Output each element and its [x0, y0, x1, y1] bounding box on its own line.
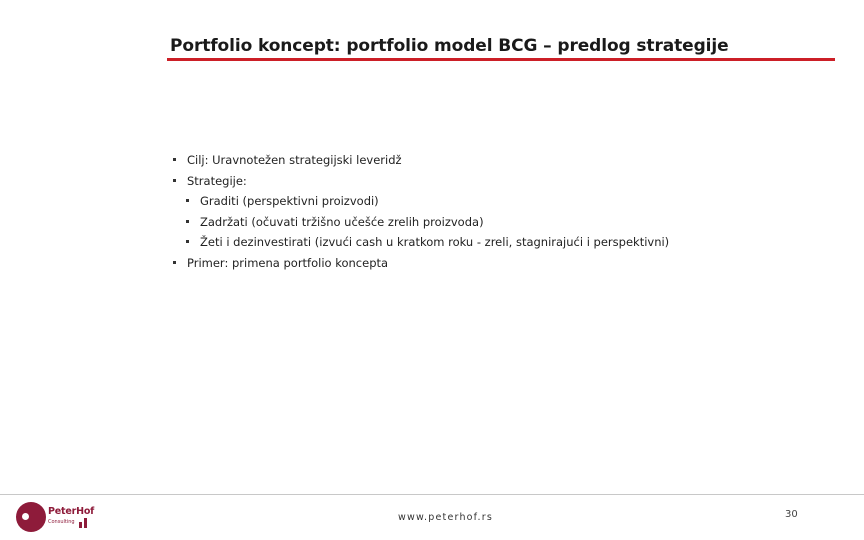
page-number: 30 [785, 509, 798, 520]
title-underline [167, 58, 835, 61]
bullet-marker [186, 240, 189, 243]
sub-bullet-item [172, 234, 832, 255]
bullet-list [172, 152, 832, 275]
bullet-text: Primer: primena portfolio koncepta [187, 255, 389, 270]
footer-url: www.peterhof.rs [398, 512, 494, 523]
logo-circle-icon [16, 502, 46, 532]
logo-dot-icon [22, 513, 29, 520]
bullet-marker [173, 179, 176, 182]
logo-tagline: Consulting [48, 519, 75, 525]
footer-divider [0, 494, 864, 495]
sub-bullet-item [172, 214, 832, 235]
bullet-item [172, 173, 832, 194]
slide-title: Portfolio koncept: portfolio model BCG – predlog strategije [170, 36, 729, 56]
logo-name: PeterHof [48, 506, 95, 517]
logo-bars-icon [79, 518, 91, 528]
sub-bullet-item [172, 193, 832, 214]
bullet-text: Zadržati (očuvati tržišno učešće zrelih proizvoda) [200, 214, 484, 229]
bullet-item [172, 152, 832, 173]
bullet-text: Cilj: Uravnotežen strategijski leveridž [187, 153, 402, 167]
bullet-marker [173, 158, 176, 161]
bullet-text: Strategije: [187, 173, 247, 188]
bullet-text: Žeti i dezinvestirati (izvući cash u kratkom roku - zreli, stagnirajući i perspektivni) [200, 235, 670, 249]
bullet-marker [173, 261, 176, 264]
bullet-marker [186, 220, 189, 223]
bullet-marker [186, 199, 189, 202]
peterhof-logo [16, 502, 126, 532]
bullet-text: Graditi (perspektivni proizvodi) [200, 194, 379, 208]
bullet-item [172, 255, 832, 276]
